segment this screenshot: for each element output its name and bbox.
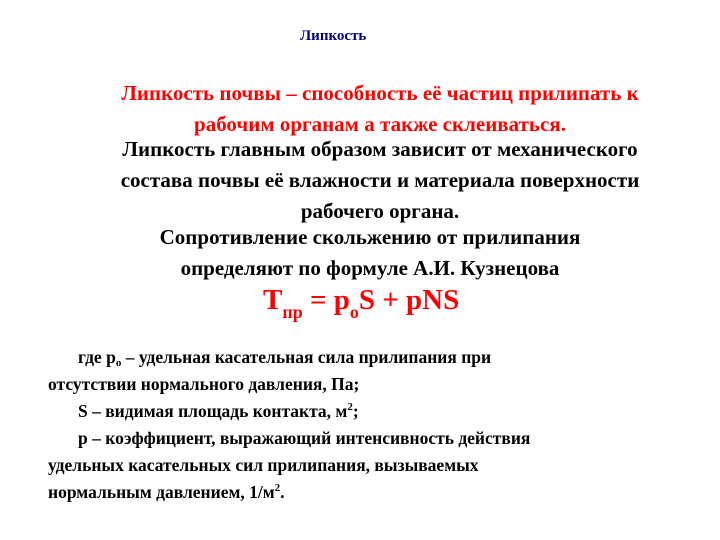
formula-intro-line: Сопротивление скольжению от прилипания [159,225,581,249]
friction-formula [263,284,460,322]
formula-intro-paragraph [50,222,690,284]
definition-s: S – видимая площадь контакта, $м^2$; [78,401,359,421]
formula-intro-line: определяют по формуле А.И. Кузнецова [180,256,560,280]
definition-paragraph [60,78,700,140]
variable-definitions [48,344,688,506]
definition-p0-continued: отсутствии нормального давления, Па; [48,374,360,394]
dependence-line: рабочего органа. [300,199,460,223]
formula-p-subscript: o [349,302,359,322]
definition-line: Липкость почвы – способность её частиц прилипать к [121,81,639,105]
formula-rest: S + pNS [358,284,460,316]
formula-equals-p: = p [302,284,350,316]
definition-line: рабочим органам а также склеиваться. [194,112,566,136]
formula-lhs-subscript: пр [282,302,303,322]
definition-p-end: нормальным давлением, $1/м^2$. [48,482,285,502]
slide-title: Липкость [300,28,367,44]
definition-p0: где $p_o$ – удельная касательная сила прилипания при [78,347,492,369]
formula-lhs: T [263,284,283,316]
definition-p-continued: удельных касательных сил прилипания, вызываемых [48,455,479,475]
definition-p: p – коэффициент, выражающий интенсивность действия [78,428,531,448]
dependence-line: Липкость главным образом зависит от механического [122,137,638,161]
dependence-line: состава почвы её влажности и материала поверхности [120,168,640,192]
dependence-paragraph [60,134,700,227]
